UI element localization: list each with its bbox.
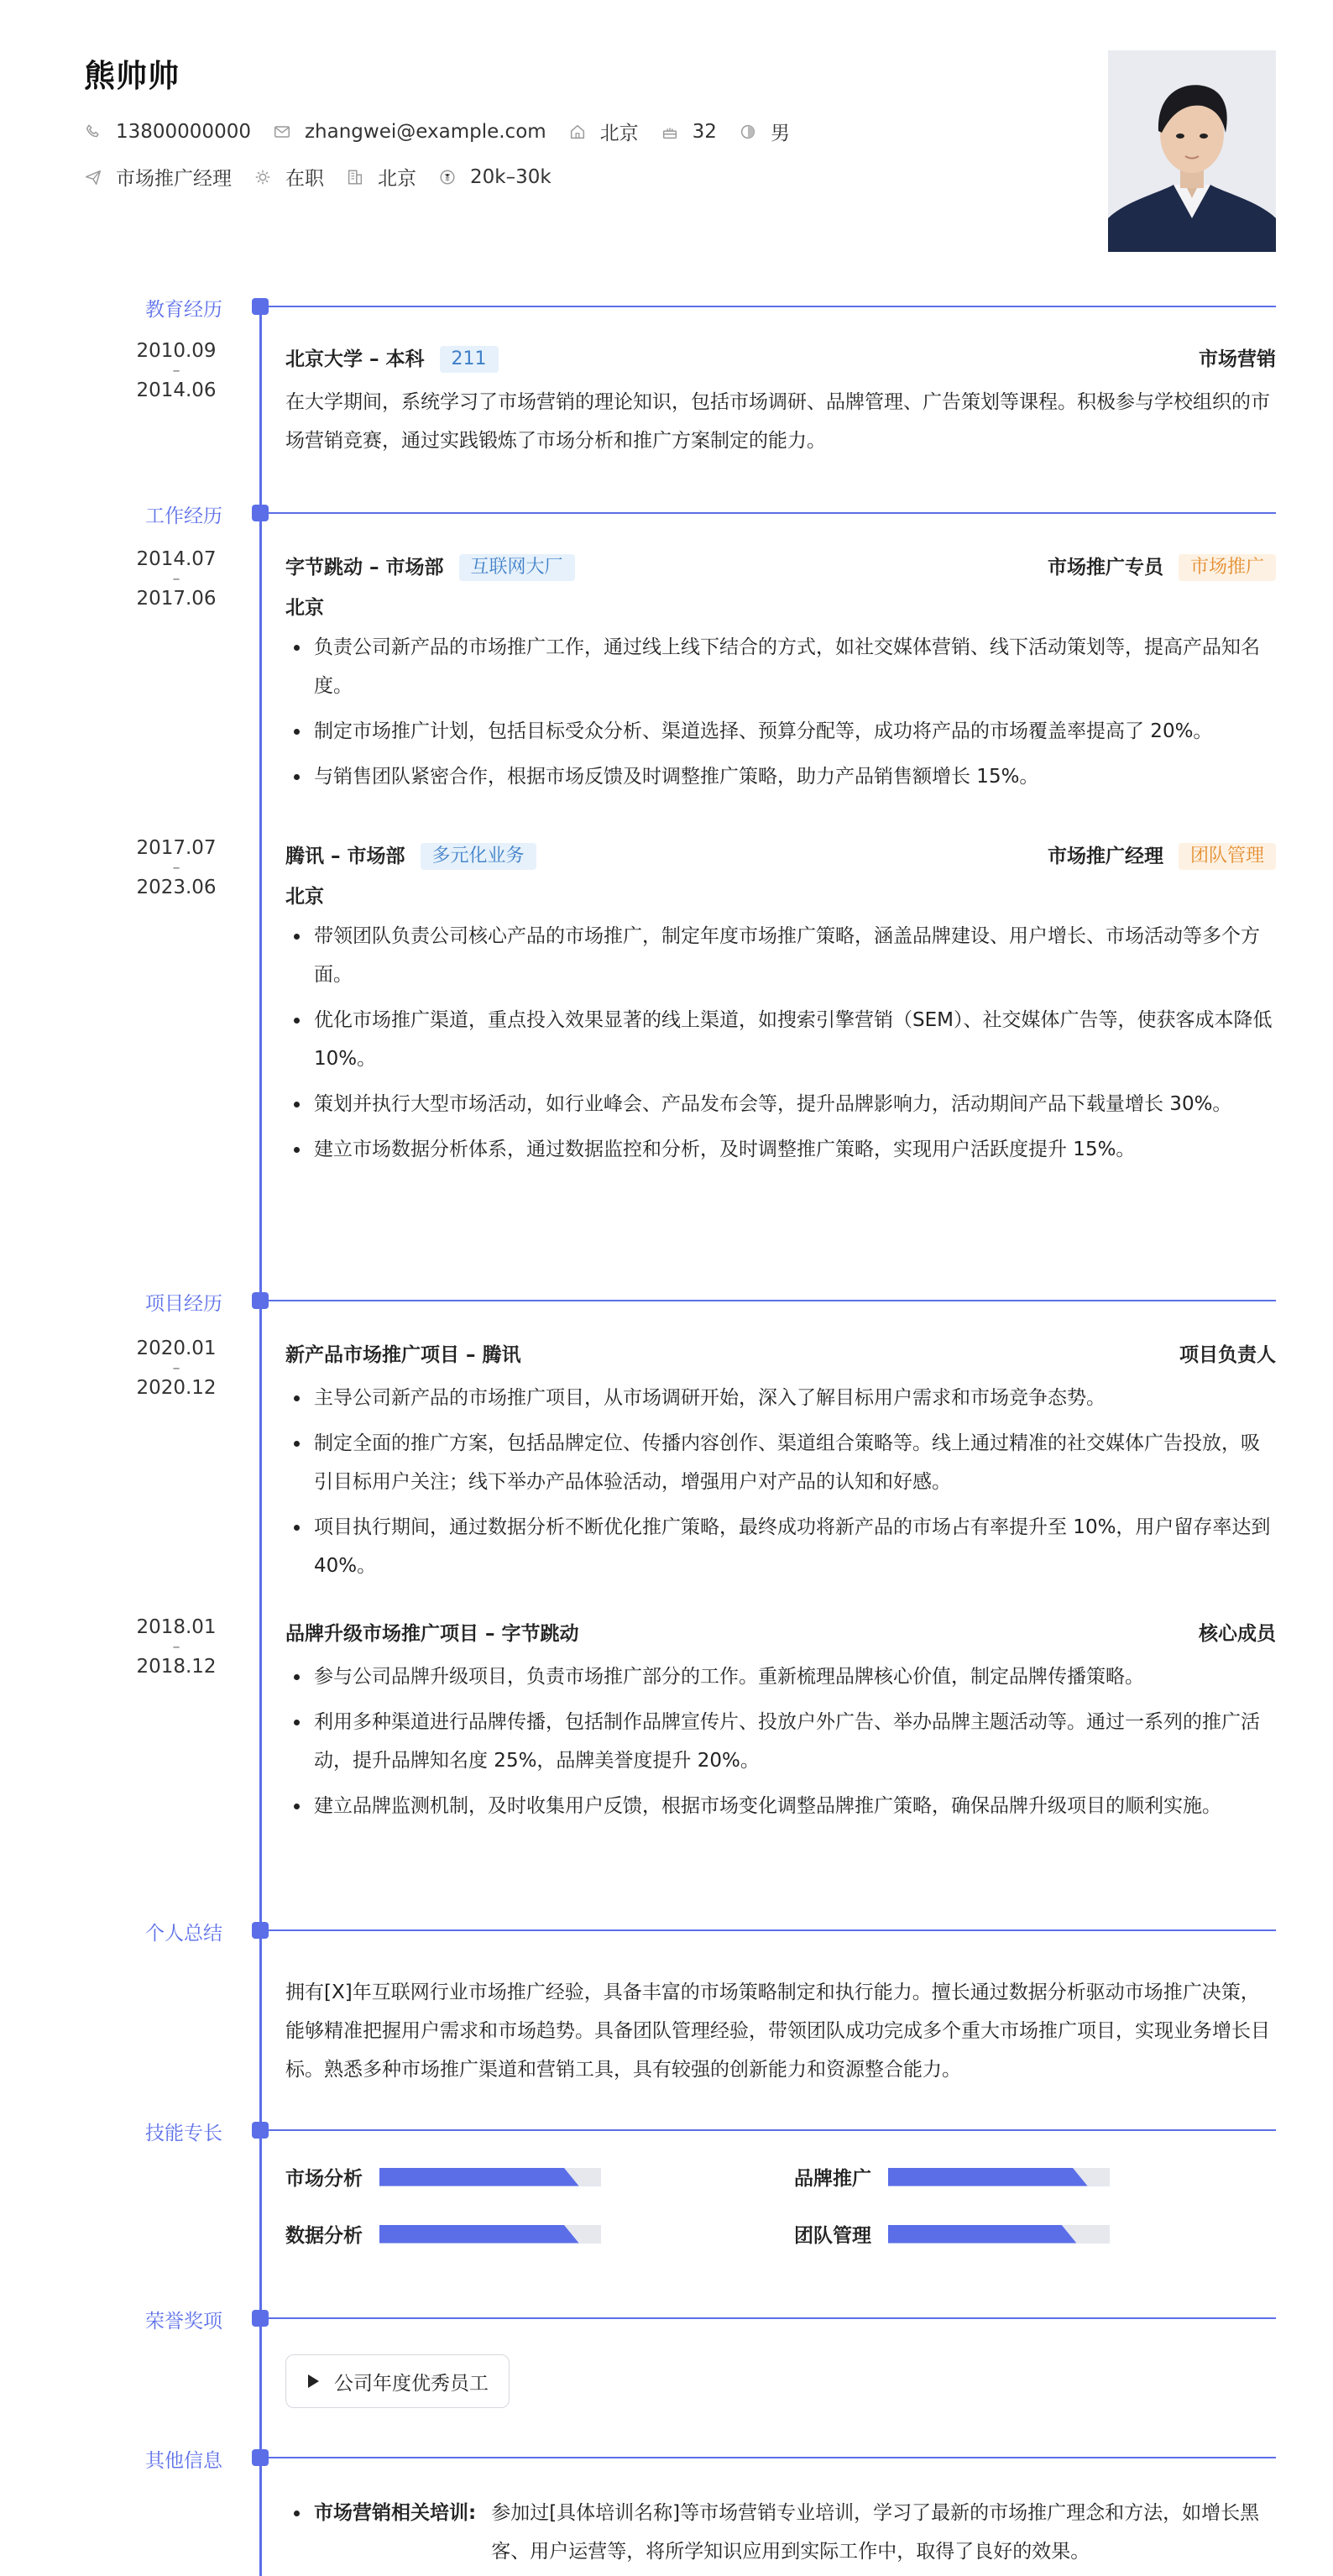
date-dash: – <box>172 362 180 380</box>
list-item: 制定市场推广计划，包括目标受众分析、渠道选择、预算分配等，成功将产品的市场覆盖率提高了 20%。 <box>285 712 1276 751</box>
list-item: 负责公司新产品的市场推广工作，通过线上线下结合的方式，如社交媒体营销、线下活动策划等，提高产品知名度。 <box>285 628 1276 705</box>
section-title: 技能专长 <box>145 2123 222 2144</box>
timeline-dot <box>252 298 269 315</box>
date-end: 2023.06 <box>136 877 217 898</box>
work-city-item <box>346 163 416 191</box>
company-name: 字节跳动 – 市场部 <box>285 557 444 579</box>
list-item: 参与公司品牌升级项目，负责市场推广部分的工作。重新梳理品牌核心价值，制定品牌传播策略。 <box>285 1657 1276 1696</box>
section-rule <box>267 1929 1276 1931</box>
section-rule <box>267 1300 1276 1301</box>
list-item: 建立市场数据分析体系，通过数据监控和分析，及时调整推广策略，实现用户活跃度提升 15%。 <box>285 1130 1276 1169</box>
section-rule <box>267 2317 1276 2319</box>
bullet-list <box>285 1379 1276 1585</box>
section-education <box>0 294 1333 319</box>
section-title: 荣誉奖项 <box>145 2311 222 2333</box>
list-item: 与销售团队紧密合作，根据市场反馈及时调整推广策略，助力产品销售额增长 15%。 <box>285 757 1276 796</box>
contact-row <box>84 118 812 145</box>
other-item <box>285 2494 1276 2571</box>
candidate-name: 熊帅帅 <box>84 58 180 94</box>
job-title-item <box>84 163 232 191</box>
date-end: 2018.12 <box>136 1656 217 1678</box>
skill-bar-fill <box>379 2168 579 2186</box>
gender-text: 男 <box>770 123 790 144</box>
project-entry <box>285 1615 1276 1832</box>
date-dash: – <box>172 1359 180 1377</box>
company-name: 腾讯 – 市场部 <box>285 846 405 867</box>
section-title: 工作经历 <box>145 505 222 527</box>
section-work <box>0 500 1333 526</box>
role-tag: 市场推广 <box>1179 554 1276 581</box>
section-title: 项目经历 <box>145 1293 222 1315</box>
salary-icon <box>438 168 457 186</box>
skill-item <box>794 2220 1110 2248</box>
status-icon <box>254 168 272 186</box>
timeline-dot <box>252 2449 269 2466</box>
profile-photo <box>1108 50 1276 252</box>
age-icon <box>661 123 679 141</box>
section-rule <box>267 306 1276 307</box>
building-icon <box>346 168 364 186</box>
company-tag: 互联网大厂 <box>459 554 575 581</box>
date-range <box>130 549 222 610</box>
entry-header <box>285 1615 1276 1652</box>
date-start: 2010.09 <box>136 340 217 362</box>
major-name: 市场营销 <box>1199 348 1276 370</box>
section-title: 其他信息 <box>145 2450 222 2472</box>
send-icon <box>84 168 102 186</box>
skill-item <box>285 2220 601 2248</box>
date-start: 2017.07 <box>136 837 217 859</box>
timeline-dot <box>252 2122 269 2139</box>
entry-header <box>285 838 1276 875</box>
gender-icon <box>739 123 757 141</box>
list-item: 制定全面的推广方案，包括品牌定位、传播内容创作、渠道组合策略等。线上通过精准的社交媒体广告投放，吸引目标用户关注；线下举办产品体验活动，增强用户对产品的认知和好感。 <box>285 1424 1276 1501</box>
section-rule <box>267 512 1276 514</box>
job-row <box>84 163 573 191</box>
age-item <box>661 121 717 143</box>
school-name: 北京大学 – 本科 <box>285 348 425 370</box>
date-dash: – <box>172 570 180 588</box>
project-name: 新产品市场推广项目 – 腾讯 <box>285 1344 521 1366</box>
section-title: 个人总结 <box>145 1923 222 1945</box>
gender-item <box>739 118 790 145</box>
section-skills <box>0 2118 1333 2143</box>
skill-bar <box>379 2225 601 2244</box>
salary-text: 20k–30k <box>470 165 551 188</box>
section-projects <box>0 1288 1333 1313</box>
education-entry <box>285 341 1276 460</box>
work-city: 北京 <box>285 597 324 619</box>
date-range <box>130 1338 222 1399</box>
skill-item <box>285 2163 601 2191</box>
section-other <box>0 2445 1333 2470</box>
other-label: 市场营销相关培训: <box>314 2502 477 2524</box>
list-item: 优化市场推广渠道，重点投入效果显著的线上渠道，如搜索引擎营销（SEM）、社交媒体广告等，使获客成本降低 10%。 <box>285 1001 1276 1078</box>
status-text: 在职 <box>285 168 324 190</box>
section-title: 教育经历 <box>145 299 222 321</box>
award-item[interactable] <box>285 2354 510 2408</box>
location-text: 北京 <box>599 123 639 144</box>
position-name: 市场推广经理 <box>1047 846 1163 867</box>
skill-item <box>794 2163 1110 2191</box>
bullet-list <box>285 628 1276 796</box>
summary-text: 拥有[X]年互联网行业市场推广经验，具备丰富的市场策略制定和执行能力。擅长通过数据分析驱动市场推广决策，能够精准把握用户需求和市场趋势。具备团队管理经验，带领团队成功完成多个重大市场推广项目，实现业务增长目标。熟悉多种市场推广渠道和营销工具，具有较强的创新能力和资源整合能力。 <box>285 1982 1270 2081</box>
list-item: 建立品牌监测机制，及时收集用户反馈，根据市场变化调整品牌推广策略，确保品牌升级项目的顺利实施。 <box>285 1787 1276 1825</box>
company-tag: 多元化业务 <box>421 843 536 870</box>
date-range <box>130 341 222 401</box>
skill-bar <box>888 2168 1110 2186</box>
date-end: 2017.06 <box>136 588 217 610</box>
other-text: 参加过[具体培训名称]等市场营销专业培训，学习了最新的市场推广理念和方法，如增长黑客、用户运营等，将所学知识应用到实际工作中，取得了良好的效果。 <box>491 2502 1260 2563</box>
date-dash: – <box>172 859 180 877</box>
section-rule <box>267 2457 1276 2458</box>
entry-header <box>285 341 1276 378</box>
email-text: zhangwei@example.com <box>304 120 546 143</box>
skill-bar-fill <box>888 2225 1076 2244</box>
education-description: 在大学期间，系统学习了市场营销的理论知识，包括市场调研、品牌管理、广告策划等课程。积极参与学校组织的市场营销竞赛，通过实践锻炼了市场分析和推广方案制定的能力。 <box>285 391 1270 452</box>
avatar <box>1108 50 1276 252</box>
skill-name: 市场分析 <box>285 2168 363 2190</box>
home-icon <box>568 123 587 141</box>
date-end: 2014.06 <box>136 380 217 401</box>
project-name: 品牌升级市场推广项目 – 字节跳动 <box>285 1623 579 1645</box>
date-dash: – <box>172 1638 180 1656</box>
section-summary <box>0 1918 1333 1943</box>
school-tag: 211 <box>440 346 499 373</box>
date-start: 2020.01 <box>136 1338 217 1359</box>
bullet <box>285 2494 314 2571</box>
project-role: 核心成员 <box>1199 1623 1276 1645</box>
date-start: 2018.01 <box>136 1616 217 1638</box>
salary-item <box>438 166 551 188</box>
entry-header <box>285 1337 1276 1374</box>
resume-header <box>84 50 1276 252</box>
skill-bar-fill <box>379 2225 579 2244</box>
section-rule <box>267 2129 1276 2131</box>
date-start: 2014.07 <box>136 548 217 570</box>
entry-header <box>285 549 1276 586</box>
timeline-dot <box>252 2310 269 2327</box>
timeline-dot <box>252 1292 269 1309</box>
skill-name: 品牌推广 <box>794 2168 871 2190</box>
bullet-list <box>285 1657 1276 1825</box>
project-role: 项目负责人 <box>1179 1344 1276 1366</box>
list-item: 策划并执行大型市场活动，如行业峰会、产品发布会等，提升品牌影响力，活动期间产品下载量增长 30%。 <box>285 1085 1276 1123</box>
skill-name: 数据分析 <box>285 2225 363 2247</box>
work-entry <box>285 838 1276 1175</box>
list-item: 利用多种渠道进行品牌传播，包括制作品牌宣传片、投放户外广告、举办品牌主题活动等。通过一系列的推广活动，提升品牌知名度 25%，品牌美誉度提升 20%。 <box>285 1703 1276 1780</box>
skill-name: 团队管理 <box>794 2225 871 2247</box>
skill-bar-fill <box>888 2168 1088 2186</box>
email-item <box>273 121 546 143</box>
phone-icon <box>84 123 102 141</box>
role-tag: 团队管理 <box>1179 843 1276 870</box>
play-triangle-icon <box>308 2374 319 2388</box>
status-item <box>254 163 324 191</box>
skill-bar <box>379 2168 601 2186</box>
date-range <box>130 838 222 898</box>
work-city: 北京 <box>285 886 324 908</box>
mail-icon <box>273 123 291 141</box>
position-name: 市场推广专员 <box>1047 557 1163 579</box>
timeline-dot <box>252 505 269 521</box>
project-entry <box>285 1337 1276 1592</box>
job-title-text: 市场推广经理 <box>116 168 232 190</box>
award-label: 公司年度优秀员工 <box>334 2372 489 2395</box>
list-item: 项目执行期间，通过数据分析不断优化推广策略，最终成功将新产品的市场占有率提升至 10%，用户留存率达到 40%。 <box>285 1508 1276 1585</box>
age-text: 32 <box>692 120 717 143</box>
phone-item <box>84 121 251 143</box>
date-range <box>130 1617 222 1678</box>
bullet-list <box>285 917 1276 1169</box>
list-item: 带领团队负责公司核心产品的市场推广，制定年度市场推广策略，涵盖品牌建设、用户增长、市场活动等多个方面。 <box>285 917 1276 994</box>
phone-text: 13800000000 <box>116 120 251 143</box>
list-item: 主导公司新产品的市场推广项目，从市场调研开始，深入了解目标用户需求和市场竞争态势。 <box>285 1379 1276 1417</box>
work-city-text: 北京 <box>378 168 416 190</box>
section-awards <box>0 2306 1333 2331</box>
timeline-dot <box>252 1922 269 1939</box>
work-entry <box>285 549 1276 803</box>
timeline-line <box>259 301 262 2576</box>
location-item <box>568 118 639 145</box>
skill-bar <box>888 2225 1110 2244</box>
date-end: 2020.12 <box>136 1377 217 1399</box>
